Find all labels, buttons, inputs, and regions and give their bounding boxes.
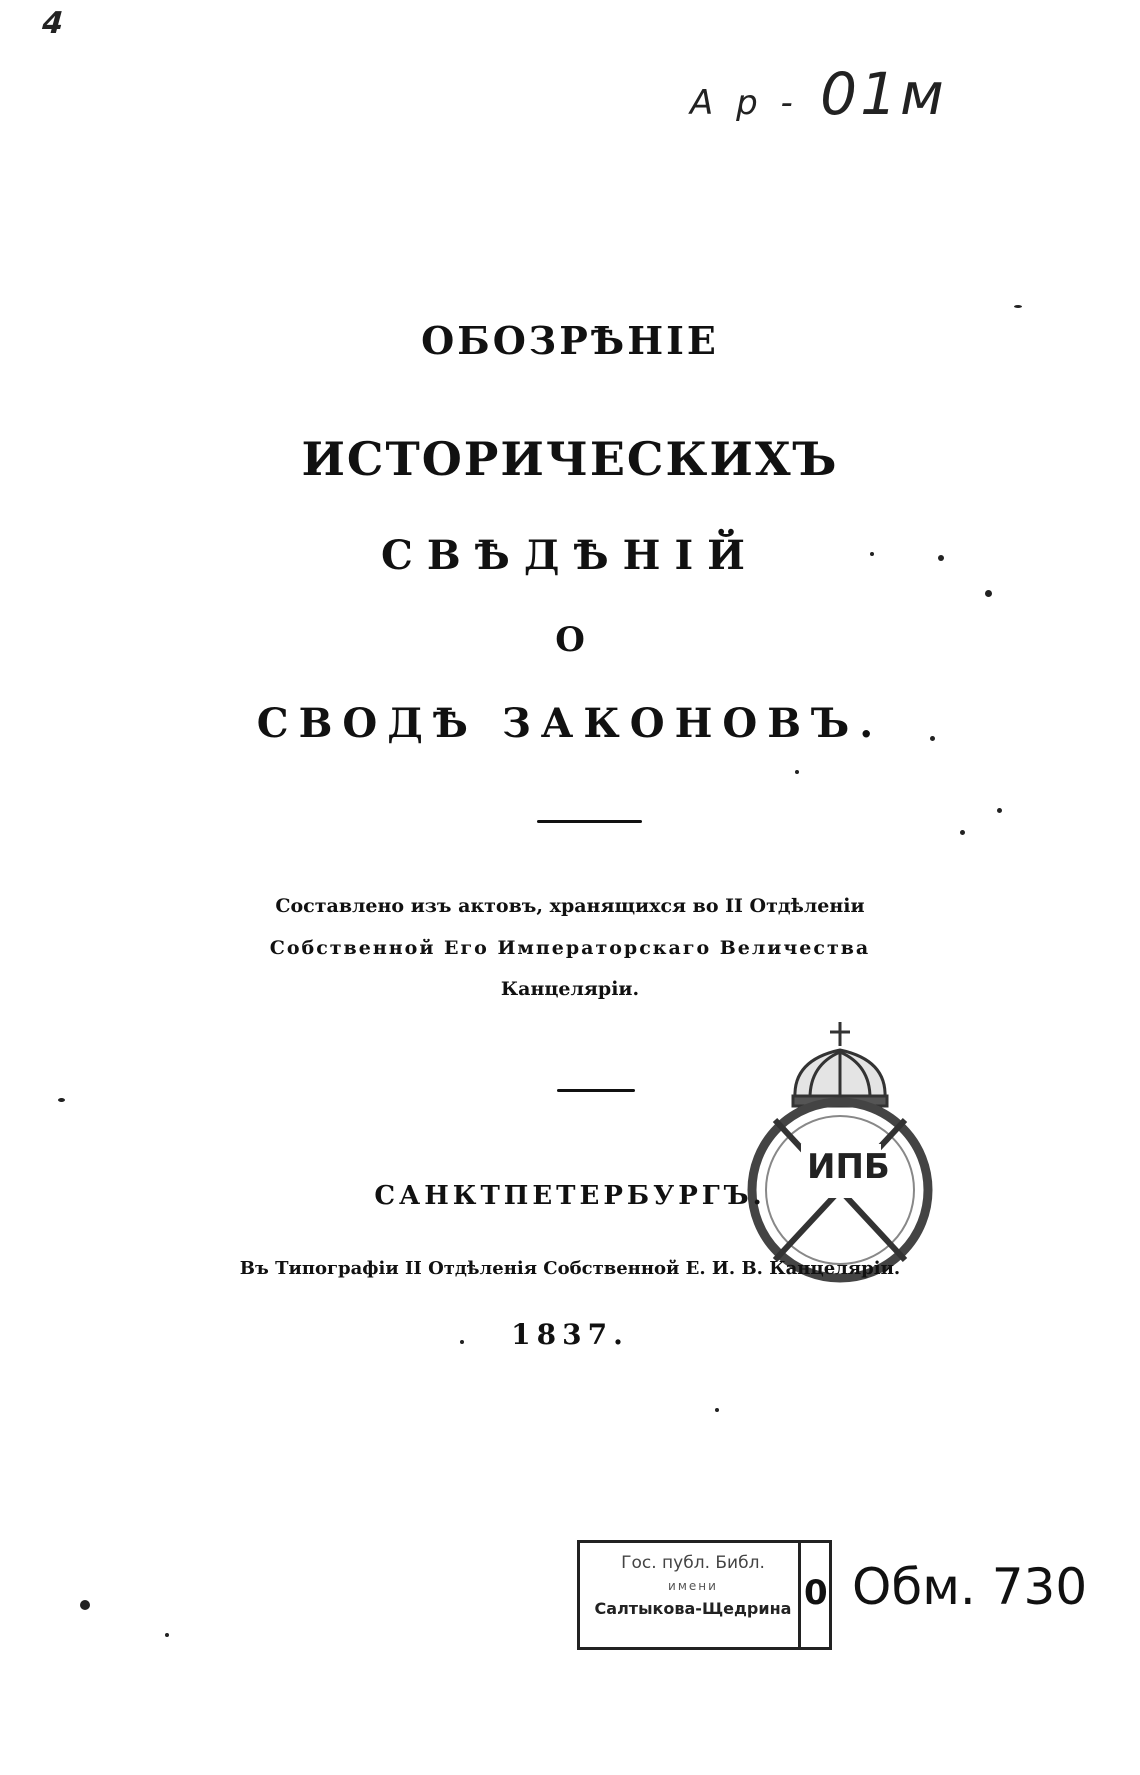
ink-speck <box>795 770 799 774</box>
title-line-2: ИСТОРИЧЕСКИХЪ <box>301 432 839 486</box>
ink-speck <box>870 552 874 556</box>
compiled-note-line-1: Составлено изъ актовъ, хранящихся во II Отдѣленіи <box>275 895 865 917</box>
imprint-city: САНКТПЕТЕРБУРГЪ. <box>374 1181 766 1211</box>
ink-speck <box>938 555 944 561</box>
ink-speck <box>1014 305 1022 308</box>
title-line-4: О <box>555 620 585 660</box>
title-line-3: СВѢДѢНІЙ <box>381 532 759 579</box>
compiled-note-line-3: Канцеляріи. <box>500 978 640 1000</box>
ink-speck <box>930 736 935 741</box>
ink-speck <box>58 1098 65 1102</box>
stamp-divider <box>798 1543 801 1647</box>
ink-speck <box>80 1600 90 1610</box>
library-stamp <box>577 1540 832 1650</box>
seal-monogram: ИПБ <box>807 1147 890 1187</box>
handwritten-code: 01м <box>820 60 947 128</box>
library-seal <box>735 1020 945 1285</box>
title-line-5: СВОДѢ ЗАКОНОВЪ. <box>256 700 884 747</box>
divider-rule <box>537 820 642 823</box>
ink-speck <box>165 1633 169 1637</box>
handwritten-shelfmark: Обм. 730 <box>852 1558 1088 1616</box>
ink-speck <box>715 1408 719 1412</box>
stamp-line-3: Салтыкова-Щедрина <box>594 1599 792 1618</box>
stamp-line-2: имени <box>668 1579 718 1593</box>
stamp-number: 0 <box>804 1573 828 1613</box>
imprint-press: Въ Типографіи II Отдѣленія Собственной Е. И. В. Канцеляріи. <box>239 1258 901 1279</box>
ink-speck <box>960 830 965 835</box>
divider-rule <box>557 1089 635 1092</box>
title-line-1: ОБОЗРѢНІЕ <box>421 318 719 363</box>
imprint-year: 1837. <box>511 1318 629 1351</box>
handwritten-prefix: А р - <box>690 83 799 123</box>
handwritten-catalog-note <box>690 60 947 128</box>
ink-speck <box>460 1340 464 1344</box>
ink-speck <box>997 808 1002 813</box>
ink-speck <box>985 590 992 597</box>
handwritten-corner-mark: 4 <box>37 6 68 41</box>
stamp-line-1: Гос. публ. Библ. <box>621 1553 765 1573</box>
compiled-note-line-2: Собственной Его Императорскаго Величества <box>269 937 871 959</box>
